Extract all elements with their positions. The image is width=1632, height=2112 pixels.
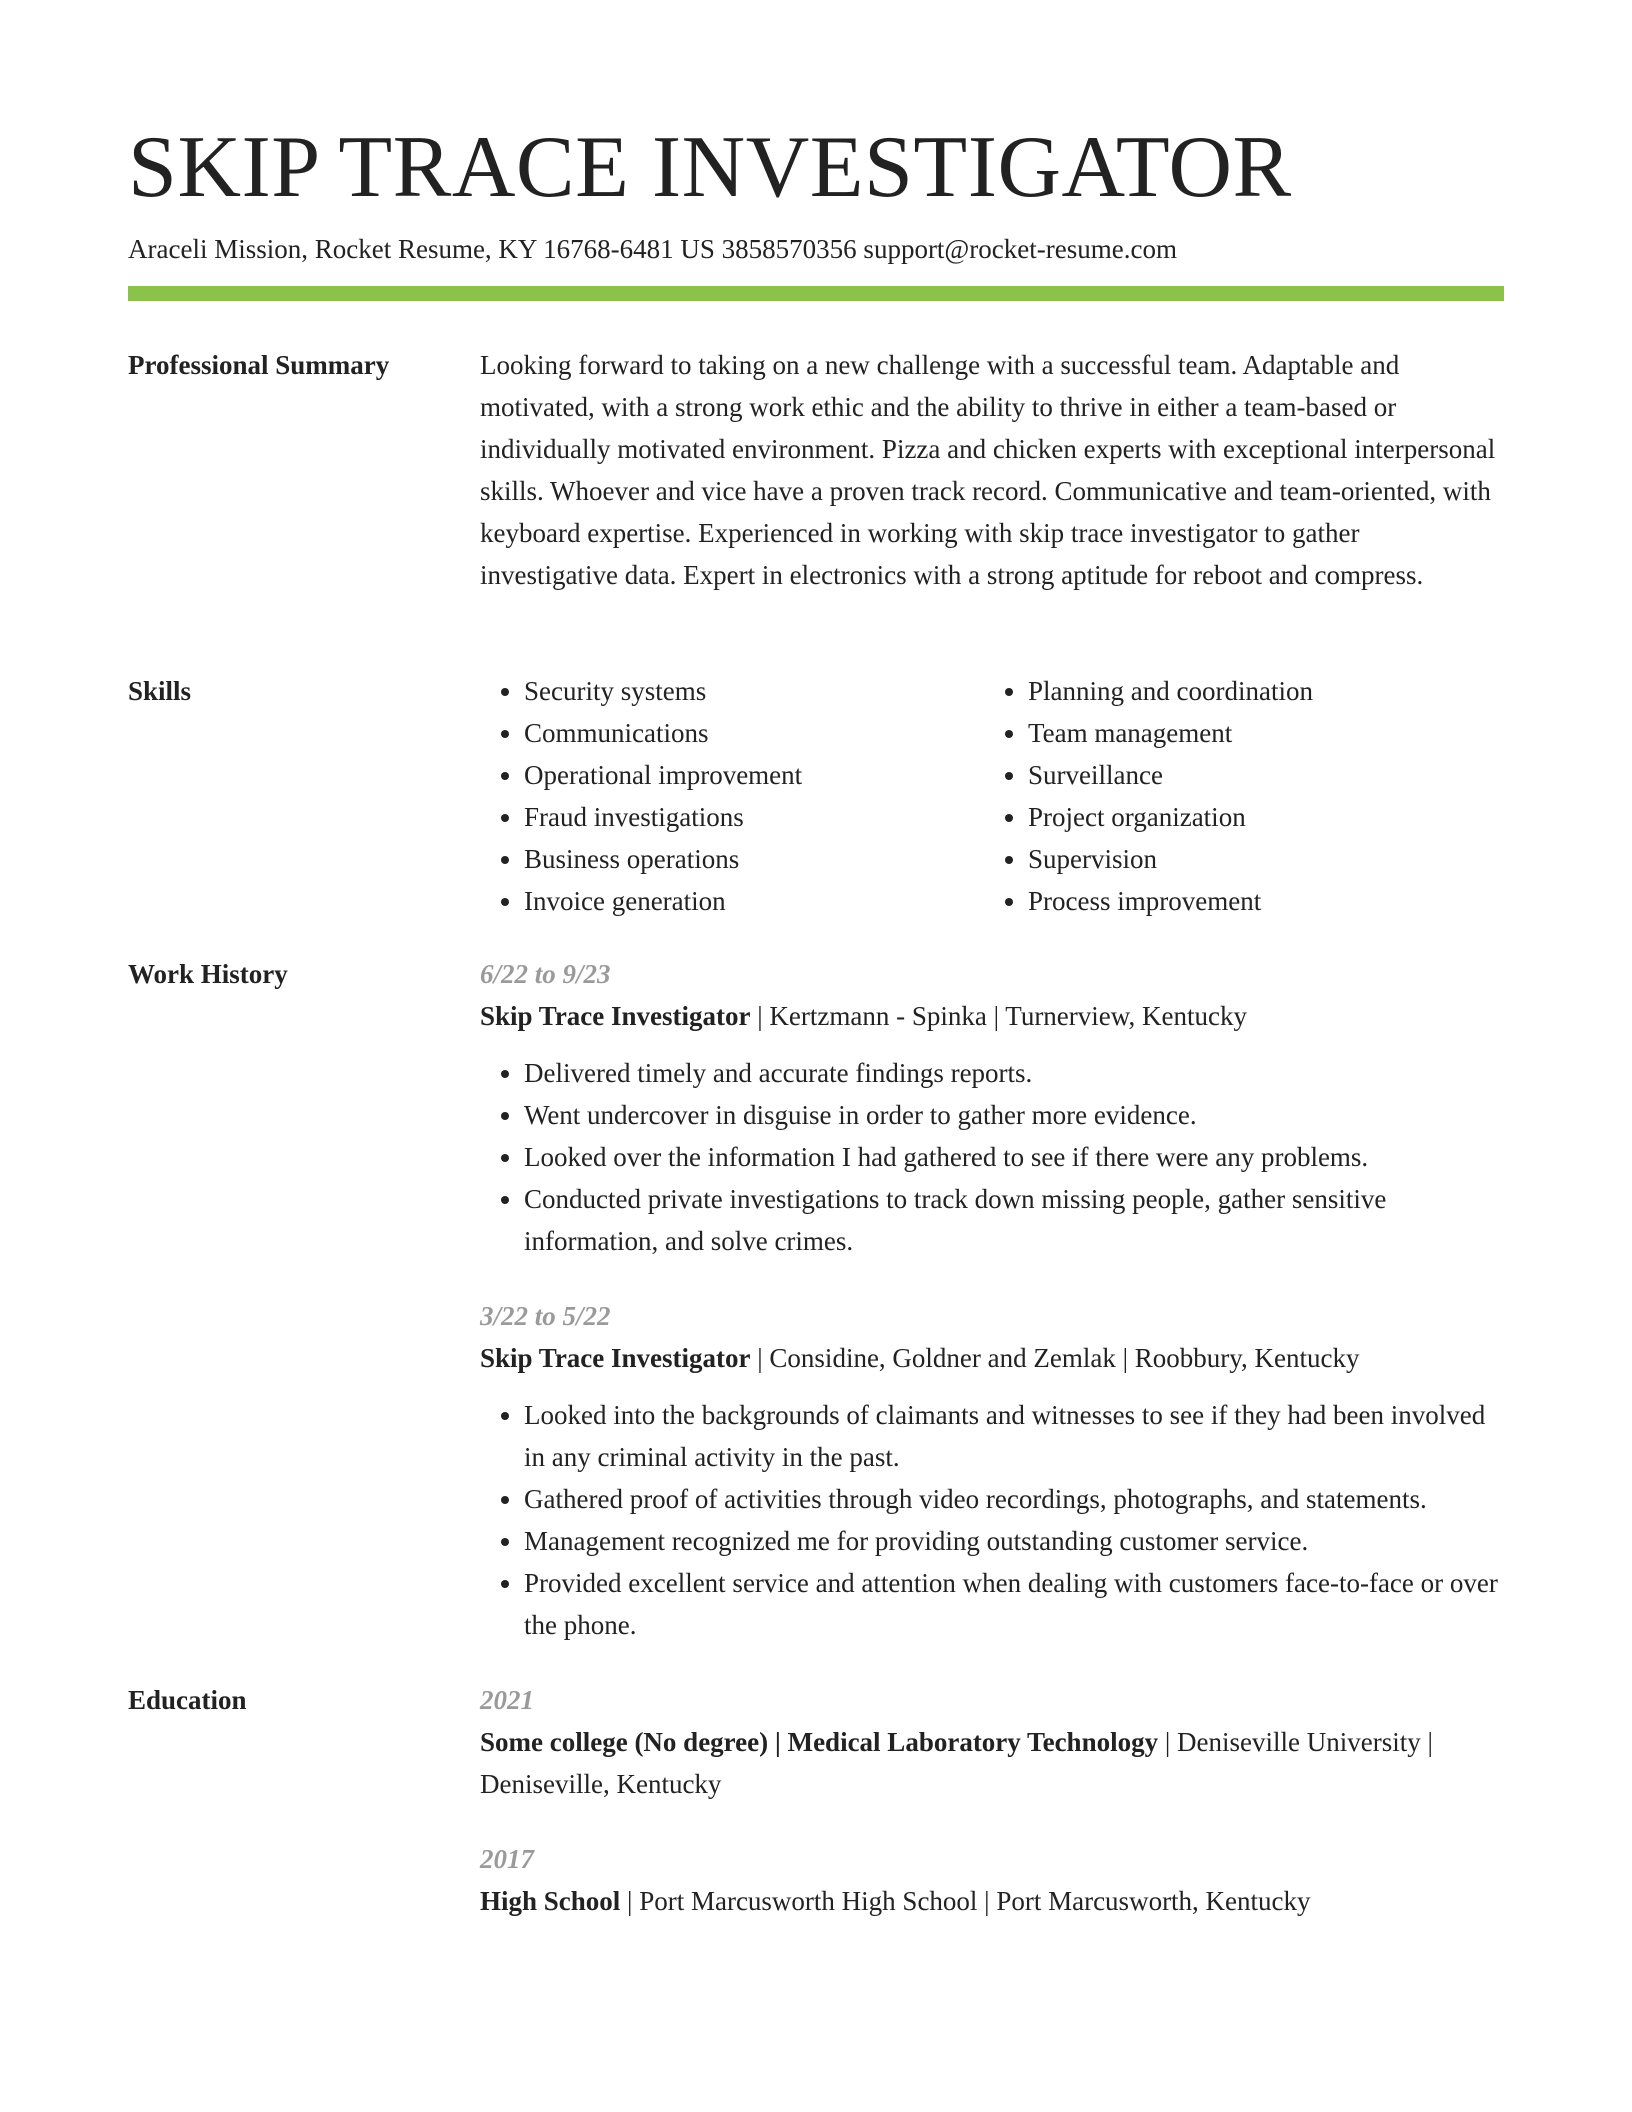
job-bullets xyxy=(480,1394,1504,1646)
skills-list-left xyxy=(480,670,984,922)
job-heading xyxy=(480,995,1504,1037)
skill-item: • Surveillance xyxy=(1028,754,1488,796)
job-entry xyxy=(480,953,1504,1262)
education-heading xyxy=(480,1880,1504,1922)
job-bullet: • Management recognized me for providing outstanding customer service. xyxy=(524,1520,1504,1562)
skill-item: • Project organization xyxy=(1028,796,1488,838)
education-school-location: | Port Marcusworth High School | Port Marcusworth, Kentucky xyxy=(620,1886,1311,1916)
education-degree: High School xyxy=(480,1886,621,1916)
job-bullet: • Delivered timely and accurate findings reports. xyxy=(524,1052,1504,1094)
work-history-body xyxy=(480,953,1504,1646)
skill-item: • Fraud investigations xyxy=(524,796,984,838)
education-body xyxy=(480,1679,1504,1922)
education-year: 2017 xyxy=(480,1844,534,1874)
skills-label: Skills xyxy=(128,676,192,706)
job-employer-location: | Considine, Goldner and Zemlak | Roobbury, Kentucky xyxy=(750,1343,1360,1373)
contact-line: Araceli Mission, Rocket Resume, KY 16768-6481 US 3858570356 support@rocket-resume.com xyxy=(128,234,1177,264)
skill-item: • Operational improvement xyxy=(524,754,984,796)
job-employer-location: | Kertzmann - Spinka | Turnerview, Kentucky xyxy=(750,1001,1247,1031)
education-entry xyxy=(480,1838,1504,1922)
summary-body xyxy=(480,344,1504,596)
job-dates: 6/22 to 9/23 xyxy=(480,959,611,989)
education-label: Education xyxy=(128,1685,247,1715)
skill-item: • Supervision xyxy=(1028,838,1488,880)
skill-item: • Business operations xyxy=(524,838,984,880)
skill-item: • Planning and coordination xyxy=(1028,670,1488,712)
education-school-location: | Deniseville University | Deniseville, Kentucky xyxy=(480,1727,1433,1799)
accent-divider xyxy=(128,286,1504,301)
job-bullet: • Went undercover in disguise in order to gather more evidence. xyxy=(524,1094,1504,1136)
skill-item: • Team management xyxy=(1028,712,1488,754)
work-history-label: Work History xyxy=(128,959,288,989)
education-year: 2021 xyxy=(480,1685,534,1715)
job-title: Skip Trace Investigator xyxy=(480,1343,751,1373)
skills-body xyxy=(480,670,1504,922)
skill-item: • Invoice generation xyxy=(524,880,984,922)
job-entry xyxy=(480,1295,1504,1646)
job-title: Skip Trace Investigator xyxy=(480,1001,751,1031)
job-dates: 3/22 to 5/22 xyxy=(480,1301,611,1331)
education-degree: Some college (No degree) | Medical Laboratory Technology xyxy=(480,1727,1159,1757)
skills-columns xyxy=(480,670,1504,922)
job-heading xyxy=(480,1337,1504,1379)
job-bullet: • Conducted private investigations to track down missing people, gather sensitive information, and solve crimes. xyxy=(524,1178,1504,1262)
skill-item: • Communications xyxy=(524,712,984,754)
education-entry xyxy=(480,1679,1504,1805)
education-heading xyxy=(480,1721,1504,1805)
job-bullet: • Looked into the backgrounds of claimants and witnesses to see if they had been involved in any criminal activity in the past. xyxy=(524,1394,1504,1478)
resume-name-heading: SKIP TRACE INVESTIGATOR xyxy=(128,119,1292,216)
skill-item: • Security systems xyxy=(524,670,984,712)
skills-list-right xyxy=(984,670,1488,922)
job-bullet: • Looked over the information I had gathered to see if there were any problems. xyxy=(524,1136,1504,1178)
skill-item: • Process improvement xyxy=(1028,880,1488,922)
job-bullet: • Gathered proof of activities through video recordings, photographs, and statements. xyxy=(524,1478,1504,1520)
summary-text: Looking forward to taking on a new challenge with a successful team. Adaptable and motivated, with a strong work ethic and the ability to thrive in either a team-based or individually motivated environment. Pizza and chicken experts with exceptional interpersonal skills. Whoever and vice have a proven track record. Communicative and team-oriented, with keyboard expertise. Experienced in working with skip trace investigator to gather investigative data. Expert in electronics with a strong aptitude for reboot and compress. xyxy=(480,350,1496,590)
summary-label: Professional Summary xyxy=(128,350,390,380)
job-bullets xyxy=(480,1052,1504,1262)
job-bullet: • Provided excellent service and attention when dealing with customers face-to-face or over the phone. xyxy=(524,1562,1504,1646)
